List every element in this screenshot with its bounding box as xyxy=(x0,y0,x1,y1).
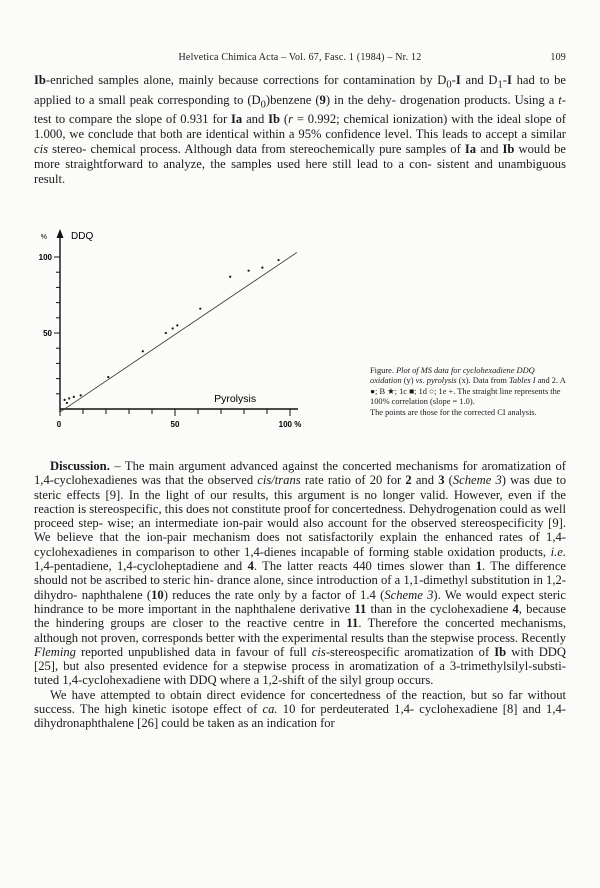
italic-run: Scheme 3 xyxy=(384,587,434,602)
text-run: for xyxy=(386,473,406,488)
text-run: – The main argument advanced against the concerted mechanisms for xyxy=(109,459,478,473)
italic-run: ca. xyxy=(262,702,278,717)
compound-ref: 9 xyxy=(319,92,326,107)
bold-run: Discussion. xyxy=(50,459,110,473)
reference-line xyxy=(60,252,297,412)
running-title: Helvetica Chimica Acta – Vol. 67, Fasc. 1 (1984) – Nr. 12 xyxy=(178,52,422,63)
compound-ref: Ia xyxy=(231,112,243,127)
text-run: so far without success. The high kinetic isotope effect of xyxy=(34,687,566,717)
text-run: cyclohexadiene xyxy=(429,601,513,616)
x-tick-label: 0 xyxy=(56,420,62,429)
scatter-plot xyxy=(8,212,368,447)
text-run: ( xyxy=(444,473,453,488)
text-run: ) was due to steric effects [9]. In the light of our results, this xyxy=(34,473,567,502)
text-run: are identical within a 95% confidence level. This leads to accept a similar xyxy=(186,127,566,142)
discussion-section xyxy=(34,459,566,731)
data-point xyxy=(107,376,109,378)
y-tick-label: 100 xyxy=(38,253,52,262)
caption-text: vs. xyxy=(415,376,425,386)
text-run: . xyxy=(358,616,362,631)
text-run: Therefore the concerted mechanisms, although not proven, corresponds better with the xyxy=(34,616,566,645)
text-run: experimental results than the stepwise process. Recently xyxy=(282,630,566,645)
text-run: not constitute proof for concertedness. Dehydrogenation could as well proceed step- xyxy=(34,501,566,531)
text-run: reacts 440 times slower than xyxy=(318,559,476,574)
x-axis-label: Pyrolysis xyxy=(214,393,257,405)
italic-run: Fleming xyxy=(34,644,76,659)
text-run: - xyxy=(451,73,456,87)
text-run: )benzene ( xyxy=(265,92,320,107)
caption-label: Figure. xyxy=(370,366,394,375)
text-run: stereo- xyxy=(48,142,87,157)
text-run: -test to compare the slope of 0.931 for xyxy=(34,92,566,127)
bold-run: 1 xyxy=(475,559,483,574)
text-run: naphthalene ( xyxy=(81,587,152,602)
caption-text: Tables I xyxy=(509,376,536,386)
text-run: had to be applied to a small peak corresponding to (D xyxy=(34,73,566,107)
text-run: rate ratio of 20 xyxy=(300,473,383,488)
text-run: ( xyxy=(283,112,289,127)
text-run: reported unpublished xyxy=(75,644,190,659)
text-run: = 0.992; chemical ionization) with the ideal slope of 1.000, we conclude that both xyxy=(34,112,566,142)
text-run: . The latter xyxy=(253,559,313,574)
text-run: stable oxidation products, xyxy=(413,544,551,559)
italic-text: cis xyxy=(34,142,48,157)
italic-run: i.e. xyxy=(550,544,566,559)
y-tick-label: 50 xyxy=(43,329,52,338)
discussion-paragraph-2 xyxy=(34,688,566,731)
caption-text: (x). Data from xyxy=(458,376,507,386)
text-run: steric hindrance to be more important in the naphthalene derivative xyxy=(34,587,566,616)
bold-run: 2 xyxy=(405,473,412,488)
text-run: rates of 1,4-cyclohexadienes in comparison to other 1,4-dienes incapable of forming xyxy=(34,530,566,559)
text-run: , because the hindering groups are closer to the reactive centre in xyxy=(34,601,567,631)
data-point xyxy=(73,396,75,398)
bold-run: 10 xyxy=(151,587,164,602)
data-point xyxy=(277,259,279,261)
data-point xyxy=(261,267,263,269)
data-point xyxy=(68,397,70,399)
data-point xyxy=(64,399,66,401)
x-tick-label: 100 % xyxy=(278,420,302,429)
text-run: drogenation products. Using a xyxy=(399,92,559,107)
subscript: 1 xyxy=(497,79,503,91)
text-run: and xyxy=(242,112,269,127)
text-run: sistent and unambiguous result. xyxy=(34,157,566,187)
compound-ref: Ib xyxy=(502,142,515,157)
data-point xyxy=(229,276,231,278)
page-number: 109 xyxy=(550,52,566,63)
bold-run: 4 xyxy=(247,559,254,574)
text-run: argument is no longer valid. However, even if the reaction is stereospecific, this does xyxy=(34,487,566,516)
text-run: We believe that the ion-pair mechanism does not satisfactorily explain the enhanced xyxy=(34,530,493,545)
italic-text: t xyxy=(558,92,562,107)
subscript: 0 xyxy=(446,79,452,91)
bold-run: 11 xyxy=(354,601,367,616)
text-run: aromatization of 1,4-cyclohexadienes was that the observed xyxy=(34,459,566,488)
text-run: and xyxy=(411,473,439,488)
data-point xyxy=(176,324,178,326)
text-run: data in favour of full xyxy=(194,644,312,659)
y-unit-label: % xyxy=(40,234,47,241)
italic-text: r xyxy=(288,112,293,127)
text-run: -enriched samples alone, mainly because corrections for contamination by D xyxy=(45,73,447,87)
y-axis-label: DDQ xyxy=(71,231,94,242)
text-run: ). We would expect xyxy=(433,587,535,602)
data-point xyxy=(172,327,174,329)
italic-run: cis xyxy=(311,644,326,659)
text-run: chemical process. Although data from stereochemically pure samples of xyxy=(90,142,465,157)
y-axis-arrow xyxy=(57,229,64,238)
text-run: and xyxy=(460,73,484,87)
text-run: 1,4-pentadiene, 1,4-cycloheptadiene and xyxy=(34,559,248,574)
text-run: would be more straightforward to analyze, the samples used here still lead to a con- xyxy=(34,142,566,172)
data-point xyxy=(80,394,82,396)
figure-caption xyxy=(370,366,566,418)
compound-ref: I xyxy=(455,73,461,87)
subscript: 0 xyxy=(260,99,266,111)
italic-run: cis/trans xyxy=(257,473,301,488)
data-point xyxy=(199,308,201,310)
caption-text: pyrolysis xyxy=(426,376,457,386)
text-run: tuted 1,4-cyclohexadiene with DDQ where a 1,2-shift of the silyl group occurs. xyxy=(34,673,434,688)
text-run: . The difference should not be ascribed to steric hin- xyxy=(34,559,567,588)
text-run: than in the xyxy=(366,601,426,616)
text-run: presented evidence for a stepwise process in aromatization of a 3-trimethylsilyl-substi- xyxy=(109,659,566,674)
text-run: drance alone, since introduction of a 1,1-dimethyl substitution in 1,2-dihydro- xyxy=(34,573,566,602)
text-run: -stereospecific aromatization of xyxy=(325,644,495,659)
bold-run: 4 xyxy=(512,601,519,616)
text-run: We have attempted to obtain direct evidence for concertedness of the reaction, but xyxy=(50,687,487,702)
compound-ref: Ia xyxy=(464,142,477,157)
caption-title: Plot of MS data for cyclohexadiene DDQ oxidation xyxy=(370,366,535,386)
compound-ref: Ib xyxy=(34,73,46,87)
text-run: 10 for perdeuterated 1,4- xyxy=(277,702,415,717)
intro-paragraph xyxy=(34,73,566,187)
text-run: and xyxy=(476,142,503,157)
italic-run: Scheme 3 xyxy=(452,473,502,488)
bold-run: 3 xyxy=(438,473,445,488)
data-point xyxy=(142,350,144,352)
x-tick-label: 50 xyxy=(170,420,180,429)
data-point xyxy=(165,332,167,334)
text-run: wise; an intermediate ion-pair would also account for the observed stereospecificity [9]. xyxy=(107,516,566,531)
caption-note: The points are those for the corrected CI analysis. xyxy=(370,407,537,417)
discussion-paragraph-1 xyxy=(34,459,566,688)
text-run: - xyxy=(502,73,507,87)
text-run: ) in the dehy- xyxy=(325,92,396,107)
bold-run: Ib xyxy=(494,644,507,659)
caption-text: and 2. xyxy=(537,376,559,386)
text-run: ) reduces the rate only by a factor of 1.4 ( xyxy=(163,587,385,602)
compound-ref: Ib xyxy=(268,112,281,127)
caption-legend: A ●; B ★; 1c ■; 1d ○; 1e +. The straight line represents the 100% correlation (slope = 1.0). xyxy=(370,376,566,407)
text-run: with DDQ [25], but also xyxy=(34,644,566,674)
bold-run: 11 xyxy=(346,616,359,631)
compound-ref: I xyxy=(506,73,512,87)
data-point xyxy=(248,270,250,272)
data-point xyxy=(66,402,68,404)
figure xyxy=(8,212,568,447)
text-run: D xyxy=(488,73,498,87)
text-run: cyclohexadiene [8] and 1,4-dihydronaphthalene [26] could be taken as an indication for xyxy=(34,702,566,731)
caption-text: (y) xyxy=(403,376,414,386)
